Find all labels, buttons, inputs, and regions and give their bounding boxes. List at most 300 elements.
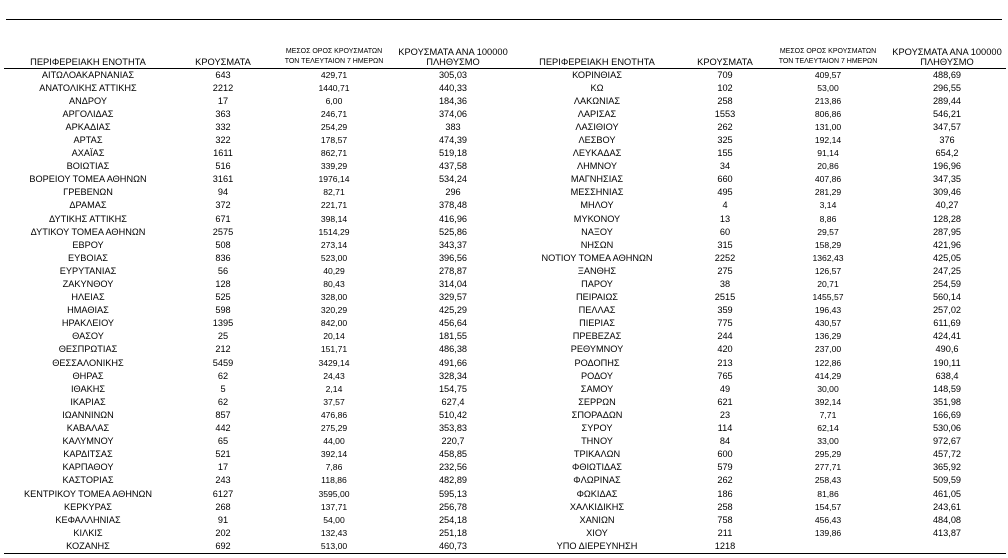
cases-cell: 5459 <box>212 357 234 368</box>
region-cell: ΘΕΣΠΡΩΤΙΑΣ <box>58 344 118 355</box>
mean-cell: 806,86 <box>814 108 842 119</box>
mean-column-header: ΜΕΣΟΣ ΟΡΟΣ ΚΡΟΥΣΜΑΤΩΝ ΤΟΝ ΤΕΛΕΥΤΑΙΟΝ 7 ΗΜΕΡΩΝ <box>768 40 888 68</box>
region-cell: ΗΛΕΙΑΣ <box>71 292 105 303</box>
table-row <box>512 134 1006 147</box>
cases-cell: 38 <box>719 279 731 289</box>
cases-cell: 579 <box>717 462 733 473</box>
cases-cell: 186 <box>717 488 733 499</box>
per100k-cell: 461,05 <box>932 488 962 499</box>
cases-cell: 5 <box>220 383 226 394</box>
region-cell: ΡΟΔΟΥ <box>580 370 613 381</box>
table-row <box>512 396 1006 409</box>
region-cell: ΓΡΕΒΕΝΩΝ <box>63 187 113 198</box>
region-cell: ΡΟΔΟΠΗΣ <box>574 357 620 368</box>
region-cell: ΚΑΣΤΟΡΙΑΣ <box>62 475 114 486</box>
region-cell: ΚΙΛΚΙΣ <box>73 527 103 538</box>
mean-cell: 1514,29 <box>318 226 350 237</box>
mean-cell: 192,14 <box>814 134 842 145</box>
per100k-cell: 491,66 <box>438 357 468 368</box>
cases-cell: 315 <box>717 239 733 250</box>
per100k-cell: 184,36 <box>438 95 468 106</box>
mean-cell: 7,71 <box>819 409 837 420</box>
per100k-cell: 486,38 <box>438 344 468 355</box>
cases-cell: 65 <box>217 436 229 447</box>
mean-column-header: ΜΕΣΟΣ ΟΡΟΣ ΚΡΟΥΣΜΑΤΩΝ ΤΟΝ ΤΕΛΕΥΤΑΙΟΝ 7 ΗΜΕΡΩΝ <box>274 40 394 68</box>
mean-cell: 154,57 <box>814 501 842 512</box>
table-row <box>4 317 512 330</box>
mean-cell: 30,00 <box>817 383 839 394</box>
mean-cell: 295,29 <box>814 449 842 460</box>
mean-cell: 80,43 <box>323 279 345 289</box>
mean-cell: 237,00 <box>814 344 842 355</box>
region-cell: ΗΜΑΘΙΑΣ <box>67 305 109 316</box>
per100k-cell: 251,18 <box>438 527 468 538</box>
table-row <box>512 383 1006 396</box>
region-cell: ΦΘΙΩΤΙΔΑΣ <box>571 462 622 473</box>
per100k-cell: 309,46 <box>932 187 962 198</box>
per100k-cell: 546,21 <box>932 108 962 119</box>
table-row <box>4 134 512 147</box>
cases-cell: 60 <box>719 226 731 237</box>
cases-cell: 17 <box>217 462 229 473</box>
cases-cell: 56 <box>217 265 229 276</box>
region-cell: ΠΡΕΒΕΖΑΣ <box>572 331 622 342</box>
cases-cell: 128 <box>215 279 231 289</box>
table-row <box>4 304 512 317</box>
region-cell: ΜΕΣΣΗΝΙΑΣ <box>570 187 624 198</box>
mean-cell: 273,14 <box>320 239 348 250</box>
per100k-cell: 525,86 <box>438 226 468 237</box>
cases-cell: 262 <box>717 121 733 132</box>
table-body-left <box>4 68 512 553</box>
per100k-cell: 220,7 <box>441 436 465 447</box>
mean-cell: 3595,00 <box>318 488 350 499</box>
per100k-cell: 425,05 <box>932 252 962 263</box>
table-row <box>4 370 512 383</box>
region-cell: ΚΑΡΠΑΘΟΥ <box>62 462 114 473</box>
cases-cell: 643 <box>215 69 231 80</box>
cases-cell: 114 <box>717 423 733 434</box>
cases-cell: 49 <box>719 383 731 394</box>
table-header-row <box>4 40 512 68</box>
mean-cell: 392,14 <box>814 396 842 407</box>
region-cell: ΣΥΡΟΥ <box>581 423 613 434</box>
region-cell: ΚΑΒΑΛΑΣ <box>66 423 110 434</box>
mean-cell: 476,86 <box>320 409 348 420</box>
cases-cell: 3161 <box>212 174 234 185</box>
per100k-cell: 254,59 <box>932 279 962 289</box>
region-cell: ΛΑΚΩΝΙΑΣ <box>573 95 621 106</box>
table-row <box>512 147 1006 160</box>
region-cell: ΘΕΣΣΑΛΟΝΙΚΗΣ <box>52 357 124 368</box>
mean-cell: 126,57 <box>814 265 842 276</box>
per100k-cell: 305,03 <box>438 69 468 80</box>
region-cell: ΔΥΤΙΚΟΥ ΤΟΜΕΑ ΑΘΗΝΩΝ <box>30 226 146 237</box>
cases-cell: 155 <box>717 148 733 159</box>
per100k-cell: 347,57 <box>932 121 962 132</box>
region-cell: ΜΥΚΟΝΟΥ <box>573 213 621 224</box>
per100k-cell: 534,24 <box>438 174 468 185</box>
per100k-cell: 378,48 <box>438 200 468 211</box>
mean-cell: 178,57 <box>320 134 348 145</box>
table-row <box>4 278 512 291</box>
cases-cell: 420 <box>717 344 733 355</box>
mean-cell: 122,86 <box>814 357 842 368</box>
per100k-cell: 383 <box>445 121 461 132</box>
cases-cell: 2252 <box>714 252 736 263</box>
mean-cell: 40,29 <box>323 265 345 276</box>
cases-cell: 62 <box>217 370 229 381</box>
table-row <box>4 173 512 186</box>
mean-cell: 862,71 <box>320 148 348 159</box>
per100k-cell: 128,28 <box>932 213 962 224</box>
per100k-cell: 437,58 <box>438 161 468 172</box>
per100k-cell: 424,41 <box>932 331 962 342</box>
cases-cell: 525 <box>215 292 231 303</box>
mean-cell: 213,86 <box>814 95 842 106</box>
cases-cell: 202 <box>215 527 231 538</box>
per100k-cell: 257,02 <box>932 305 962 316</box>
table-row <box>512 370 1006 383</box>
table-row <box>4 265 512 278</box>
mean-cell: 339,29 <box>320 161 348 172</box>
region-column-header: ΠΕΡΙΦΕΡΕΙΑΚΗ ΕΝΟΤΗΤΑ <box>512 40 682 68</box>
per100k-cell: 519,18 <box>438 148 468 159</box>
region-cell: ΛΗΜΝΟΥ <box>576 161 618 172</box>
cases-cell: 84 <box>719 436 731 447</box>
cases-cell: 4 <box>722 200 728 211</box>
per100k-cell: 458,85 <box>438 449 468 460</box>
per100k-cell <box>888 540 1006 554</box>
per100k-cell: 396,56 <box>438 252 468 263</box>
cases-cell: 17 <box>217 95 229 106</box>
region-cell: ΑΧΑΪΑΣ <box>71 148 105 159</box>
region-cell: ΚΑΡΔΙΤΣΑΣ <box>63 449 113 460</box>
region-column-header: ΠΕΡΙΦΕΡΕΙΑΚΗ ΕΝΟΤΗΤΑ <box>4 40 172 68</box>
mean-cell: 82,71 <box>323 187 345 198</box>
cases-cell: 213 <box>717 357 733 368</box>
cases-cell: 13 <box>719 213 731 224</box>
mean-cell: 281,29 <box>814 187 842 198</box>
table-row <box>4 186 512 199</box>
mean-cell: 275,29 <box>320 423 348 434</box>
region-cell: ΚΟΡΙΝΘΙΑΣ <box>572 69 622 80</box>
mean-cell: 3429,14 <box>318 357 350 368</box>
cases-table-left <box>4 40 512 554</box>
table-row <box>4 527 512 540</box>
cases-cell: 244 <box>717 331 733 342</box>
per100k-cell: 148,59 <box>932 383 962 394</box>
region-cell: ΑΝΑΤΟΛΙΚΗΣ ΑΤΤΙΚΗΣ <box>39 82 137 93</box>
mean-cell <box>768 540 888 554</box>
region-cell: ΔΥΤΙΚΗΣ ΑΤΤΙΚΗΣ <box>49 213 127 224</box>
region-cell: ΠΕΛΛΑΣ <box>578 305 616 316</box>
cases-column-header: ΚΡΟΥΣΜΑΤΑ <box>682 40 768 68</box>
mean-cell: 320,29 <box>320 305 348 316</box>
region-cell: ΔΡΑΜΑΣ <box>69 200 107 211</box>
cases-cell: 332 <box>215 121 231 132</box>
region-cell: ΤΡΙΚΑΛΩΝ <box>573 449 621 460</box>
cases-cell: 322 <box>215 134 231 145</box>
cases-cell: 62 <box>217 396 229 407</box>
mean-cell: 398,14 <box>320 213 348 224</box>
table-row <box>512 265 1006 278</box>
cases-cell: 325 <box>717 134 733 145</box>
region-cell: ΙΩΑΝΝΙΝΩΝ <box>62 409 114 420</box>
region-cell: ΣΕΡΡΩΝ <box>578 396 616 407</box>
mean-cell: 392,14 <box>320 449 348 460</box>
mean-cell: 407,86 <box>814 174 842 185</box>
per100k-cell: 314,04 <box>438 279 468 289</box>
region-cell: ΥΠΟ ΔΙΕΡΕΥΝΗΣΗ <box>512 540 682 554</box>
mean-cell: 1976,14 <box>318 174 350 185</box>
table-row <box>4 448 512 461</box>
mean-cell: 842,00 <box>320 318 348 329</box>
table-row <box>512 357 1006 370</box>
cases-cell: 372 <box>215 200 231 211</box>
table-row <box>4 474 512 487</box>
mean-cell: 37,57 <box>323 396 345 407</box>
mean-cell: 513,00 <box>274 540 394 554</box>
cases-cell: 1395 <box>212 318 234 329</box>
table-row <box>4 108 512 121</box>
region-cell: ΡΕΘΥΜΝΟΥ <box>570 344 624 355</box>
cases-cell: 836 <box>215 252 231 263</box>
table-body-right <box>512 68 1006 553</box>
table-row <box>512 239 1006 252</box>
per100k-cell: 232,56 <box>438 462 468 473</box>
per100k-cell: 530,06 <box>932 423 962 434</box>
cases-cell: 2575 <box>212 226 234 237</box>
region-cell: ΜΗΛΟΥ <box>580 200 614 211</box>
cases-cell: 758 <box>717 514 733 525</box>
table-row <box>4 409 512 422</box>
mean-cell: 137,71 <box>320 501 348 512</box>
cases-cell: 765 <box>717 370 733 381</box>
mean-cell: 20,86 <box>817 161 839 172</box>
mean-cell: 24,43 <box>323 370 345 381</box>
per100k-cell: 154,75 <box>438 383 468 394</box>
cases-cell: 25 <box>217 331 229 342</box>
per100k-cell: 351,98 <box>932 396 962 407</box>
mean-cell: 91,14 <box>817 148 839 159</box>
cases-cell: 6127 <box>212 488 234 499</box>
mean-cell: 409,57 <box>814 69 842 80</box>
table-row <box>512 435 1006 448</box>
per100k-cell: 638,4 <box>935 370 959 381</box>
per100k-cell: 376 <box>939 134 955 145</box>
region-cell: ΝΗΣΩΝ <box>580 239 614 250</box>
table-row <box>4 147 512 160</box>
per100k-cell: 374,06 <box>438 108 468 119</box>
table-row <box>512 304 1006 317</box>
cases-table-right <box>512 40 1006 554</box>
per100k-cell: 456,64 <box>438 318 468 329</box>
per100k-cell: 40,27 <box>935 200 959 211</box>
table-row <box>512 448 1006 461</box>
per100k-cell: 181,55 <box>438 331 468 342</box>
cases-cell: 211 <box>717 527 733 538</box>
region-cell: ΝΑΞΟΥ <box>581 226 613 237</box>
cases-cell: 91 <box>217 514 229 525</box>
table-row <box>512 409 1006 422</box>
table-row <box>4 68 512 82</box>
region-cell: ΚΩ <box>590 82 604 93</box>
cases-cell: 2515 <box>714 292 736 303</box>
per100k-cell: 347,35 <box>932 174 962 185</box>
per100k-cell: 329,57 <box>438 292 468 303</box>
region-cell: ΦΛΩΡΙΝΑΣ <box>573 475 621 486</box>
table-row <box>512 343 1006 356</box>
cases-cell: 495 <box>717 187 733 198</box>
table-row <box>512 540 1006 554</box>
region-cell: ΕΥΡΥΤΑΝΙΑΣ <box>59 265 117 276</box>
table-row <box>512 68 1006 82</box>
cases-cell: 508 <box>215 239 231 250</box>
mean-cell: 132,43 <box>320 527 348 538</box>
cases-cell: 709 <box>717 69 733 80</box>
per100k-cell: 278,87 <box>438 265 468 276</box>
per100k-column-header: ΚΡΟΥΣΜΑΤΑ ΑΝΑ 100000 ΠΛΗΘΥΣΜΟ <box>394 40 512 68</box>
cases-cell: 600 <box>717 449 733 460</box>
cases-cell: 268 <box>215 501 231 512</box>
cases-cell: 258 <box>717 501 733 512</box>
cases-cell: 692 <box>172 540 274 554</box>
table-row <box>4 95 512 108</box>
per100k-cell: 627,4 <box>441 396 465 407</box>
region-cell: ΒΟΙΩΤΙΑΣ <box>66 161 110 172</box>
mean-cell: 196,43 <box>814 305 842 316</box>
mean-cell: 44,00 <box>323 436 345 447</box>
cases-cell: 598 <box>215 305 231 316</box>
table-header-row <box>512 40 1006 68</box>
table-row <box>512 226 1006 239</box>
mean-cell: 20,14 <box>323 331 345 342</box>
region-cell: ΣΑΜΟΥ <box>580 383 614 394</box>
table-row <box>512 186 1006 199</box>
cases-cell: 359 <box>717 305 733 316</box>
table-row <box>512 252 1006 265</box>
per100k-cell: 460,73 <box>394 540 512 554</box>
region-cell: ΙΘΑΚΗΣ <box>70 383 106 394</box>
region-cell: ΖΑΚΥΝΘΟΥ <box>62 279 114 289</box>
region-cell: ΘΑΣΟΥ <box>72 331 104 342</box>
table-row <box>4 514 512 527</box>
per100k-cell: 457,72 <box>932 449 962 460</box>
region-cell: ΝΟΤΙΟΥ ΤΟΜΕΑ ΑΘΗΝΩΝ <box>541 252 653 263</box>
table-row <box>4 121 512 134</box>
mean-cell: 456,43 <box>814 514 842 525</box>
mean-cell: 118,86 <box>321 475 347 486</box>
per100k-cell: 474,39 <box>438 134 468 145</box>
table-row <box>4 199 512 212</box>
cases-cell: 262 <box>717 475 733 486</box>
right-table-block <box>512 40 1006 554</box>
per100k-cell: 296,55 <box>932 82 962 93</box>
region-cell: ΠΑΡΟΥ <box>581 279 613 289</box>
cases-cell: 660 <box>717 174 733 185</box>
cases-cell: 442 <box>215 423 231 434</box>
table-row <box>512 527 1006 540</box>
mean-cell: 54,00 <box>323 514 345 525</box>
table-row <box>512 501 1006 514</box>
table-row <box>4 252 512 265</box>
table-row <box>4 160 512 173</box>
region-cell: ΙΚΑΡΙΑΣ <box>70 396 106 407</box>
cases-cell: 857 <box>215 409 231 420</box>
per100k-cell: 287,95 <box>932 226 962 237</box>
cases-cell: 521 <box>215 449 231 460</box>
table-row <box>512 488 1006 501</box>
mean-cell: 523,00 <box>320 252 348 263</box>
table-row <box>4 239 512 252</box>
table-row <box>512 108 1006 121</box>
region-cell: ΜΑΓΝΗΣΙΑΣ <box>570 174 624 185</box>
per100k-cell: 654,2 <box>935 148 959 159</box>
cases-cell: 516 <box>215 161 231 172</box>
mean-cell: 3,14 <box>819 200 837 211</box>
region-cell: ΤΗΝΟΥ <box>581 436 613 447</box>
region-cell: ΑΡΓΟΛΙΔΑΣ <box>62 108 114 119</box>
mean-cell: 131,00 <box>814 121 842 132</box>
cases-cell: 23 <box>719 409 731 420</box>
cases-cell: 775 <box>717 318 733 329</box>
cases-column-header: ΚΡΟΥΣΜΑΤΑ <box>172 40 274 68</box>
region-cell: ΒΟΡΕΙΟΥ ΤΟΜΕΑ ΑΘΗΝΩΝ <box>29 174 147 185</box>
region-cell: ΣΠΟΡΑΔΩΝ <box>571 409 623 420</box>
cases-cell: 258 <box>717 95 733 106</box>
table-row <box>4 357 512 370</box>
cases-cell: 621 <box>717 396 733 407</box>
mean-cell: 430,57 <box>814 318 842 329</box>
mean-cell: 6,00 <box>325 95 343 106</box>
region-cell: ΑΝΔΡΟΥ <box>68 95 107 106</box>
cases-cell: 243 <box>215 475 231 486</box>
mean-cell: 20,71 <box>817 279 839 289</box>
mean-cell: 254,29 <box>320 121 348 132</box>
per100k-cell: 510,42 <box>438 409 468 420</box>
mean-cell: 2,14 <box>325 383 343 394</box>
table-row <box>512 173 1006 186</box>
region-cell: ΧΑΛΚΙΔΙΚΗΣ <box>569 501 625 512</box>
cases-cell: 34 <box>719 161 731 172</box>
cases-cell: 94 <box>217 187 229 198</box>
mean-cell: 246,71 <box>320 108 348 119</box>
per100k-cell: 353,83 <box>438 423 468 434</box>
table-row <box>4 291 512 304</box>
region-cell: ΚΕΡΚΥΡΑΣ <box>64 501 112 512</box>
region-cell: ΑΙΤΩΛΟΑΚΑΡΝΑΝΙΑΣ <box>41 69 135 80</box>
per100k-cell: 440,33 <box>438 82 468 93</box>
region-cell: ΑΡΤΑΣ <box>73 134 103 145</box>
mean-cell: 81,86 <box>817 488 839 499</box>
mean-cell: 8,86 <box>819 213 837 224</box>
per100k-cell: 254,18 <box>438 514 468 525</box>
mean-cell: 158,29 <box>814 239 842 250</box>
cases-cell: 1218 <box>682 540 768 554</box>
mean-cell: 1440,71 <box>318 82 350 93</box>
mean-cell: 136,29 <box>814 331 842 342</box>
region-cell: ΚΕΦΑΛΛΗΝΙΑΣ <box>55 514 121 525</box>
cases-cell: 1553 <box>714 108 736 119</box>
table-row <box>4 488 512 501</box>
table-row <box>4 213 512 226</box>
per100k-cell: 328,34 <box>438 370 468 381</box>
table-row <box>512 160 1006 173</box>
mean-cell: 1362,43 <box>812 252 844 263</box>
cases-cell: 212 <box>215 344 231 355</box>
region-cell: ΞΑΝΘΗΣ <box>577 265 617 276</box>
